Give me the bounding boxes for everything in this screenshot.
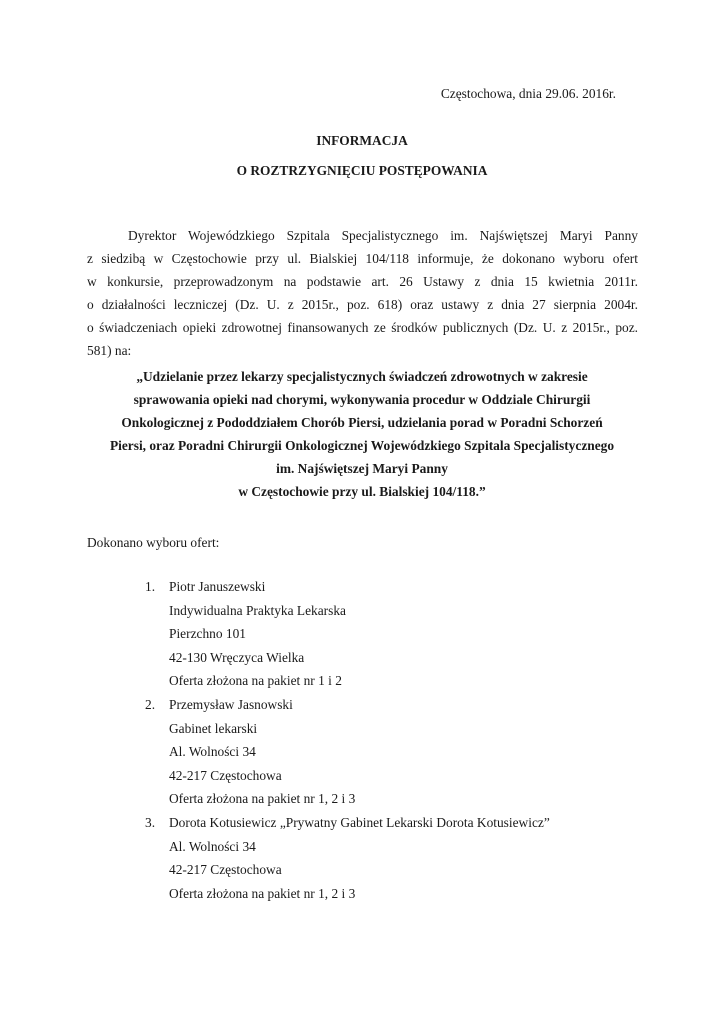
offer-street: Al. Wolności 34 [169,838,256,854]
offer-name: Dorota Kotusiewicz „Prywatny Gabinet Lekarski Dorota Kotusiewicz” [169,814,550,830]
chosen-offers-label: Dokonano wyboru ofert: [87,535,220,550]
offers-list [145,575,625,905]
subject-line: w Częstochowie przy ul. Bialskiej 104/118.” [238,484,486,500]
offer-practice: Gabinet lekarski [169,720,258,736]
offer-package: Oferta złożona na pakiet nr 1, 2 i 3 [169,885,356,901]
document-title: INFORMACJA [316,133,408,148]
offer-number: 2. [145,696,156,712]
intro-line: z siedzibą w Częstochowie przy ul. Bialskiej 104/118 informuje, że dokonano wyboru ofert [87,251,638,267]
offer-package: Oferta złożona na pakiet nr 1, 2 i 3 [169,791,356,807]
contest-subject [66,365,658,504]
subject-line: sprawowania opieki nad chorymi, wykonywania procedur w Oddziale Chirurgii [133,392,591,408]
offer-practice: Indywidualna Praktyka Lekarska [169,602,346,618]
offer-city: 42-217 Częstochowa [169,767,282,783]
offer-city: 42-217 Częstochowa [169,862,282,878]
offer-street: Pierzchno 101 [169,626,246,642]
subject-line: „Udzielanie przez lekarzy specjalistycznych świadczeń zdrowotnych w zakresie [136,369,588,384]
intro-line: o świadczeniach opieki zdrowotnej finansowanych ze środków publicznych (Dz. U. z 2015r., poz. [87,320,638,336]
offer-item [145,693,625,811]
document-subtitle: O ROZTRZYGNIĘCIU POSTĘPOWANIA [236,163,488,178]
intro-line: Dyrektor Wojewódzkiego Szpitala Specjalistycznego im. Najświętszej Maryi Panny [128,228,638,243]
intro-line: w konkursie, przeprowadzonym na podstawie art. 26 Ustawy z dnia 15 kwietnia 2011r. [87,274,638,290]
date-line: Częstochowa, dnia 29.06. 2016r. [440,86,616,101]
offer-name: Piotr Januszewski [169,579,266,594]
offer-name: Przemysław Jasnowski [169,696,293,712]
offer-number: 1. [145,579,156,594]
offer-item [145,811,625,905]
subject-line: Onkologicznej z Pododdziałem Chorób Piersi, udzielania porad w Poradni Schorzeń [121,415,603,431]
intro-line: 581) na: [87,343,132,359]
intro-paragraph [87,224,638,363]
intro-line: o działalności leczniczej (Dz. U. z 2015r., poz. 618) oraz ustawy z dnia 27 sierpnia 2004r. [87,297,638,313]
offer-item [145,575,625,693]
subject-line: Piersi, oraz Poradni Chirurgii Onkologicznej Wojewódzkiego Szpitala Specjalistycznego [109,438,615,454]
offer-city: 42-130 Wręczyca Wielka [169,649,305,665]
offer-street: Al. Wolności 34 [169,744,256,760]
offer-number: 3. [145,814,156,830]
subject-line: im. Najświętszej Maryi Panny [276,461,448,477]
offer-package: Oferta złożona na pakiet nr 1 i 2 [169,673,342,689]
